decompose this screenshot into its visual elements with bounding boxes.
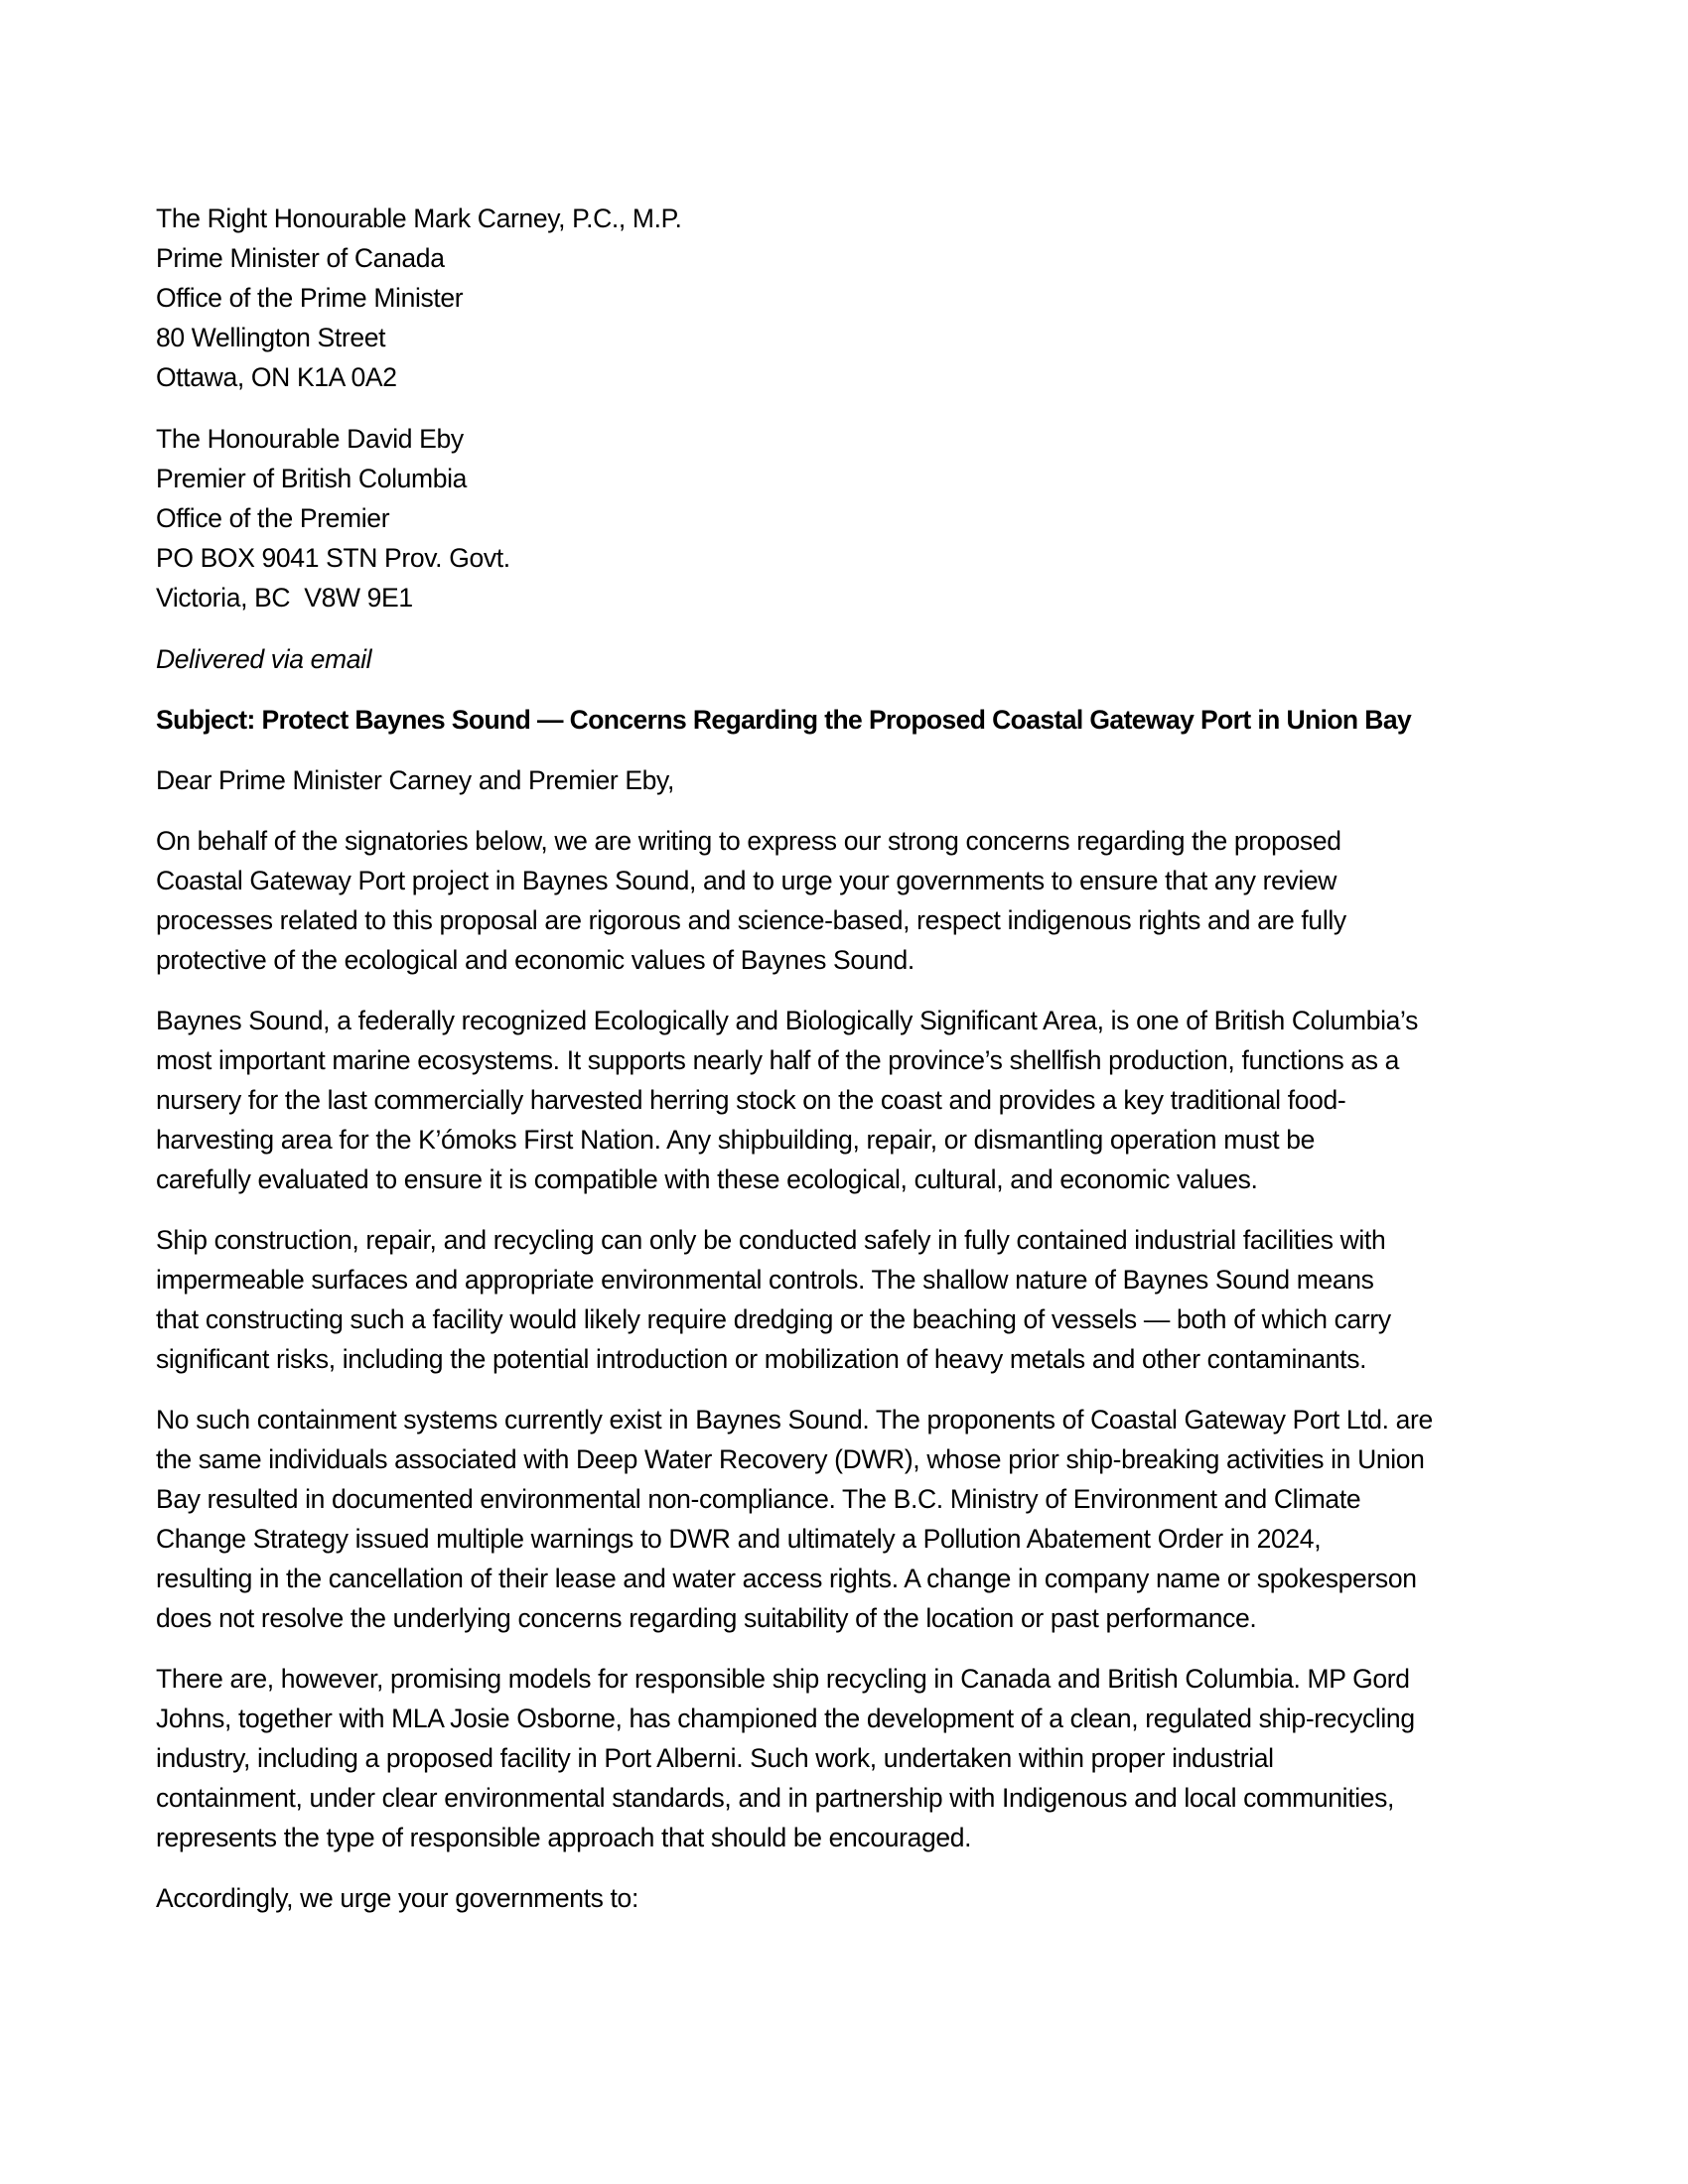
address-line: Office of the Prime Minister — [156, 283, 464, 313]
paragraph-line: most important marine ecosystems. It supports nearly half of the province’s shellfish production, functions as a — [156, 1045, 1400, 1075]
address-line: Ottawa, ON K1A 0A2 — [156, 362, 397, 392]
paragraph-line: Baynes Sound, a federally recognized Ecologically and Biologically Significant Area, is one of British Columbia’s — [156, 1006, 1418, 1035]
body-paragraph-ecosystem — [156, 1001, 1546, 1199]
subject-line: Subject: Protect Baynes Sound — Concerns Regarding the Proposed Coastal Gateway Port in Union Bay — [156, 705, 1412, 735]
paragraph-line: Change Strategy issued multiple warnings to DWR and ultimately a Pollution Abatement Order in 2024, — [156, 1524, 1322, 1554]
paragraph-line: the same individuals associated with Deep Water Recovery (DWR), whose prior ship-breaking activities in Union — [156, 1444, 1425, 1474]
closing-lead-in: Accordingly, we urge your governments to: — [156, 1883, 638, 1913]
paragraph-line: Coastal Gateway Port project in Baynes Sound, and to urge your governments to ensure that any review — [156, 866, 1337, 895]
body-paragraph-responsible-models — [156, 1659, 1546, 1857]
body-paragraph-containment — [156, 1220, 1546, 1379]
paragraph-line: that constructing such a facility would likely require dredging or the beaching of vessels — both of which carry — [156, 1304, 1391, 1334]
recipient-address-premier — [156, 419, 1546, 617]
paragraph-line: resulting in the cancellation of their lease and water access rights. A change in company name or spokesperson — [156, 1564, 1417, 1593]
address-line: The Right Honourable Mark Carney, P.C., M.P. — [156, 204, 682, 233]
paragraph-line: Ship construction, repair, and recycling can only be conducted safely in fully contained industrial facilities with — [156, 1225, 1386, 1255]
paragraph-line: On behalf of the signatories below, we are writing to express our strong concerns regarding the proposed — [156, 826, 1341, 856]
paragraph-line: industry, including a proposed facility in Port Alberni. Such work, undertaken within proper industrial — [156, 1743, 1274, 1773]
paragraph-line: impermeable surfaces and appropriate environmental controls. The shallow nature of Baynes Sound means — [156, 1265, 1374, 1295]
body-paragraph-proponents — [156, 1400, 1546, 1638]
recipient-address-prime-minister — [156, 199, 1546, 397]
paragraph-line: protective of the ecological and economic values of Baynes Sound. — [156, 945, 914, 975]
paragraph-line: There are, however, promising models for responsible ship recycling in Canada and British Columbia. MP Gord — [156, 1664, 1410, 1694]
address-line: Victoria, BC V8W 9E1 — [156, 583, 413, 613]
paragraph-line: Bay resulted in documented environmental non-compliance. The B.C. Ministry of Environment and Climate — [156, 1484, 1361, 1514]
address-line: Prime Minister of Canada — [156, 243, 445, 273]
paragraph-line: represents the type of responsible approach that should be encouraged. — [156, 1823, 972, 1852]
paragraph-line: Johns, together with MLA Josie Osborne, has championed the development of a clean, regulated ship-recycling — [156, 1704, 1415, 1733]
paragraph-line: harvesting area for the K’ómoks First Nation. Any shipbuilding, repair, or dismantling operation must be — [156, 1125, 1316, 1155]
paragraph-line: significant risks, including the potential introduction or mobilization of heavy metals and other contaminants. — [156, 1344, 1367, 1374]
paragraph-line: nursery for the last commercially harvested herring stock on the coast and provides a key traditional food- — [156, 1085, 1346, 1115]
delivery-note: Delivered via email — [156, 644, 372, 674]
paragraph-line: No such containment systems currently exist in Baynes Sound. The proponents of Coastal Gateway Port Ltd. are — [156, 1405, 1433, 1434]
address-line: 80 Wellington Street — [156, 323, 386, 352]
paragraph-line: containment, under clear environmental standards, and in partnership with Indigenous and local communities, — [156, 1783, 1395, 1813]
address-line: Office of the Premier — [156, 503, 390, 533]
address-line: The Honourable David Eby — [156, 424, 464, 454]
paragraph-line: does not resolve the underlying concerns regarding suitability of the location or past performance. — [156, 1603, 1257, 1633]
letter-page — [156, 199, 1546, 1918]
address-line: Premier of British Columbia — [156, 464, 468, 493]
address-line: PO BOX 9041 STN Prov. Govt. — [156, 543, 510, 573]
paragraph-line: processes related to this proposal are rigorous and science-based, respect indigenous rights and are fully — [156, 905, 1346, 935]
salutation: Dear Prime Minister Carney and Premier Eby, — [156, 765, 674, 795]
paragraph-line: carefully evaluated to ensure it is compatible with these ecological, cultural, and economic values. — [156, 1164, 1258, 1194]
body-paragraph-intro — [156, 821, 1546, 980]
